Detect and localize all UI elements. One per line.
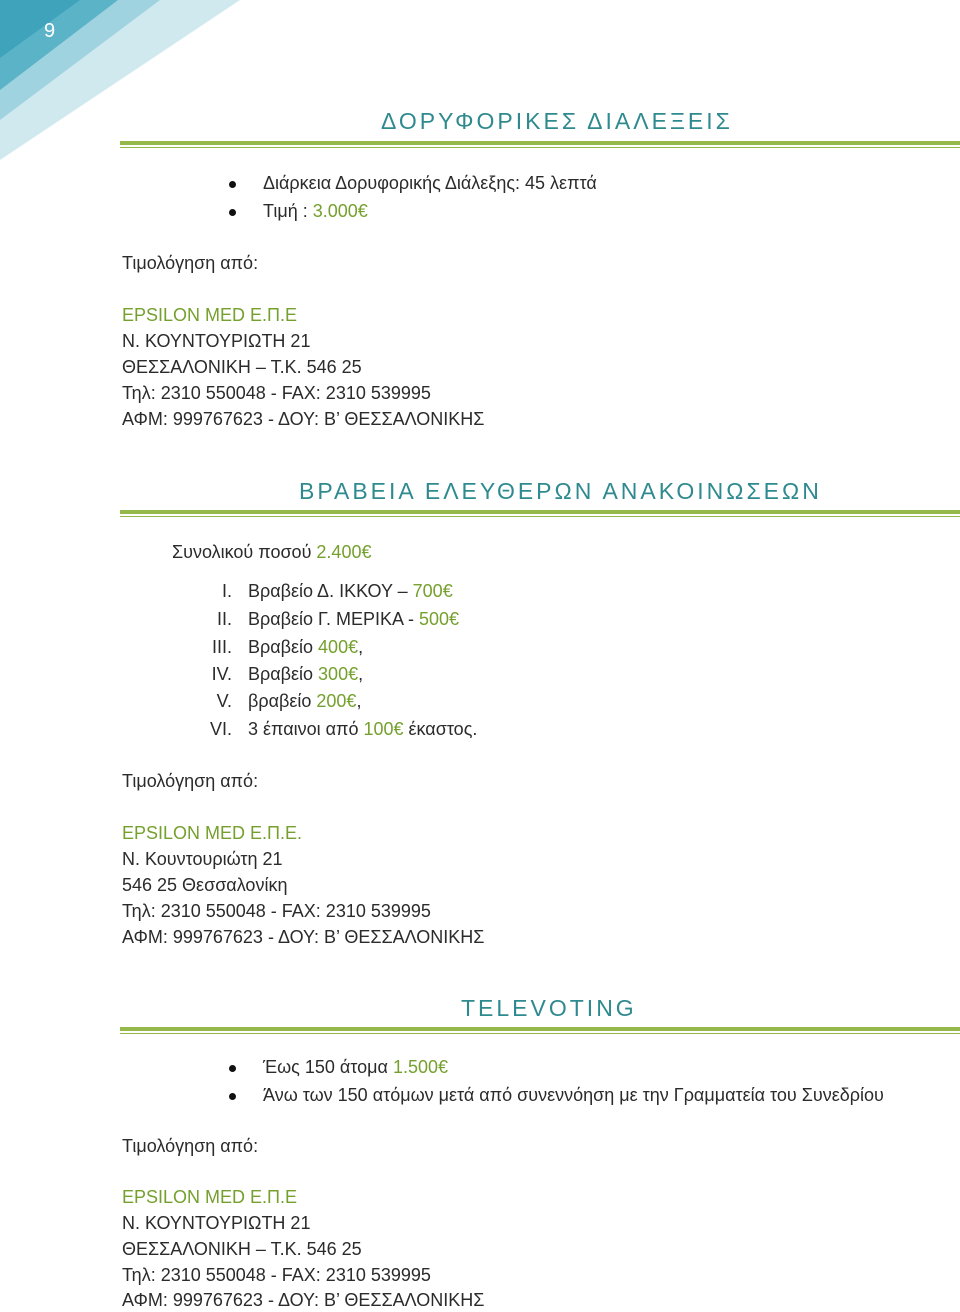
phone-fax-line: Τηλ: 2310 550048 - FAX: 2310 539995 [122,383,431,403]
bullet-dot [229,1093,236,1100]
award-numeral: IV. [211,664,232,684]
award-numeral: III. [211,637,232,657]
page-number: 9 [44,20,56,42]
section-rule [120,1027,960,1034]
section-rule [120,141,960,148]
bullet-dot [229,181,236,188]
phone-fax-line: Τηλ: 2310 550048 - FAX: 2310 539995 [122,901,431,921]
section-rule [120,510,960,517]
section-title-satellite-lectures: ΔΟΡΥΦΟΡΙΚΕΣ ΔΙΑΛΕΞΕΙΣ [381,108,733,134]
bullet-duration: Διάρκεια Δορυφορικής Διάλεξης: 45 λεπτά [263,173,597,193]
company-name: EPSILON MED Ε.Π.Ε [122,1187,298,1207]
billing-label: Τιμολόγηση από: [122,771,259,791]
section-title-televoting: TELEVOTING [461,995,637,1021]
award-numeral: I. [221,581,232,601]
award-numeral: VI. [209,719,232,739]
company-name: EPSILON MED Ε.Π.Ε. [122,823,303,843]
address-line: ΘΕΣΣΑΛΟΝΙΚΗ – Τ.Κ. 546 25 [122,1239,362,1259]
bullet-dot [229,1065,236,1072]
address-line: Ν. ΚΟΥΝΤΟΥΡΙΩΤΗ 21 [122,331,311,351]
phone-fax-line: Τηλ: 2310 550048 - FAX: 2310 539995 [122,1265,431,1285]
bullet-price: Τιμή : 3.000€ [263,201,368,221]
address-line: ΘΕΣΣΑΛΟΝΙΚΗ – Τ.Κ. 546 25 [122,357,362,377]
award-item: Βραβείο 400€, [248,637,364,657]
award-item: Βραβείο Δ. ΙΚΚΟΥ – 700€ [248,581,453,601]
address-line: Ν. ΚΟΥΝΤΟΥΡΙΩΤΗ 21 [122,1213,311,1233]
corner-decoration [0,0,240,160]
section-title-free-communications-awards: ΒΡΑΒΕΙΑ ΕΛΕΥΘΕΡΩΝ ΑΝΑΚΟΙΝΩΣΕΩΝ [299,478,822,504]
address-line: Ν. Κουντουριώτη 21 [122,849,283,869]
billing-label: Τιμολόγηση από: [122,1136,259,1156]
bullet-over-150: Άνω των 150 ατόμων μετά από συνεννόηση με την Γραμματεία του Συνεδρίου [263,1085,884,1105]
award-numeral: V. [216,691,232,711]
tax-id-line: ΑΦΜ: 999767623 - ΔΟΥ: Β’ ΘΕΣΣΑΛΟΝΙΚΗΣ [122,927,485,947]
award-numeral: II. [216,609,232,629]
total-amount-line: Συνολικού ποσού 2.400€ [172,542,372,562]
bullet-up-to-150: Έως 150 άτομα 1.500€ [263,1057,448,1077]
bullet-dot [229,209,236,216]
award-item: βραβείο 200€, [248,691,362,711]
tax-id-line: ΑΦΜ: 999767623 - ΔΟΥ: Β’ ΘΕΣΣΑΛΟΝΙΚΗΣ [122,1290,485,1310]
award-item: Βραβείο Γ. ΜΕΡΙΚΑ - 500€ [248,609,460,629]
billing-label: Τιμολόγηση από: [122,253,259,273]
tax-id-line: ΑΦΜ: 999767623 - ΔΟΥ: Β’ ΘΕΣΣΑΛΟΝΙΚΗΣ [122,409,485,429]
company-name: EPSILON MED Ε.Π.Ε [122,305,298,325]
address-line: 546 25 Θεσσαλονίκη [122,875,288,895]
award-item: 3 έπαινοι από 100€ έκαστος. [248,719,478,739]
award-item: Βραβείο 300€, [248,664,364,684]
